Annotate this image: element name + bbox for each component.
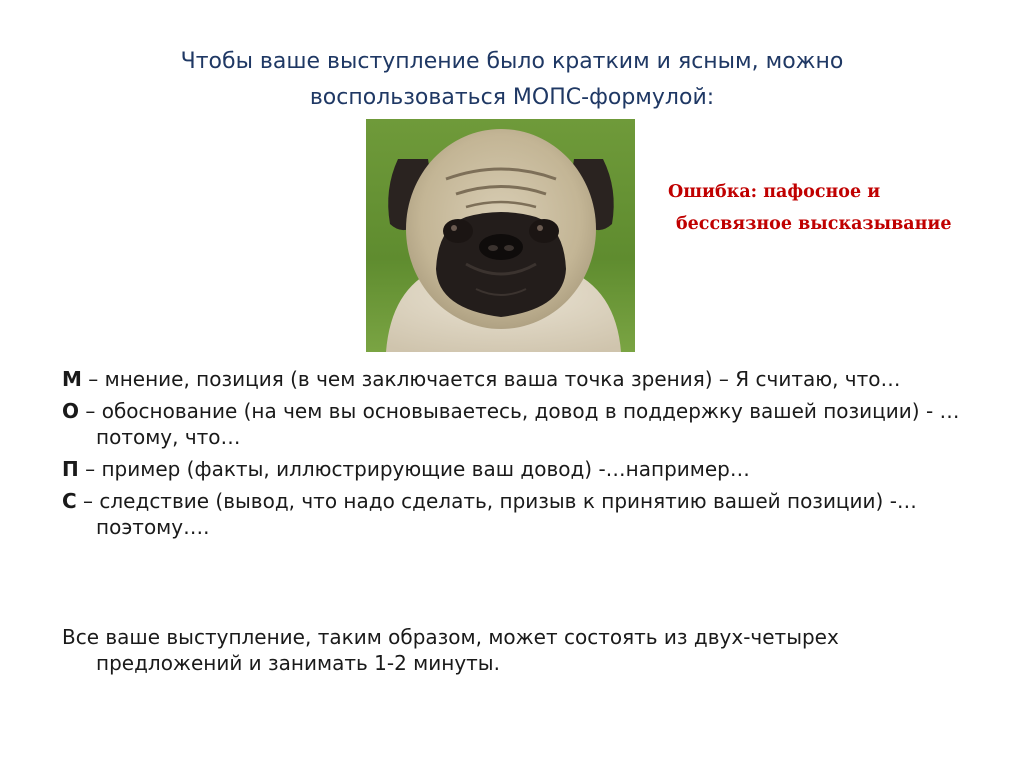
error-note-line-2: бессвязное высказывание (676, 214, 952, 234)
formula-item-s (62, 488, 962, 540)
pug-dog-photo (366, 119, 635, 352)
pug-dog-icon (366, 119, 635, 352)
formula-letter: С (62, 489, 77, 513)
slide-title (80, 44, 944, 116)
mops-formula-list (62, 366, 962, 546)
formula-letter: П (62, 457, 79, 481)
formula-letter: М (62, 367, 82, 391)
formula-item-o (62, 398, 962, 450)
summary-text: Все ваше выступление, таким образом, может состоять из двух-четырех предложений и занимать 1-2 минуты. (62, 625, 839, 675)
formula-text: – следствие (вывод, что надо сделать, призыв к принятию вашей позиции) -…поэтому…. (76, 489, 917, 539)
formula-text: – обоснование (на чем вы основываетесь, довод в поддержку вашей позиции) - …потому, что… (79, 399, 960, 449)
slide-title-line-2: воспользоваться МОПС-формулой: (309, 85, 715, 110)
formula-letter: О (62, 399, 80, 423)
error-note (668, 176, 952, 240)
formula-text: – пример (факты, иллюстрирующие ваш довод) -…например… (78, 457, 750, 481)
formula-item-m (62, 366, 962, 392)
formula-text: – мнение, позиция (в чем заключается ваша точка зрения) – Я считаю, что… (81, 367, 901, 391)
formula-item-p (62, 456, 962, 482)
error-note-line-1: Ошибка: пафосное и (668, 182, 881, 202)
slide-title-line-1: Чтобы ваше выступление было кратким и ясным, можно (180, 49, 844, 74)
